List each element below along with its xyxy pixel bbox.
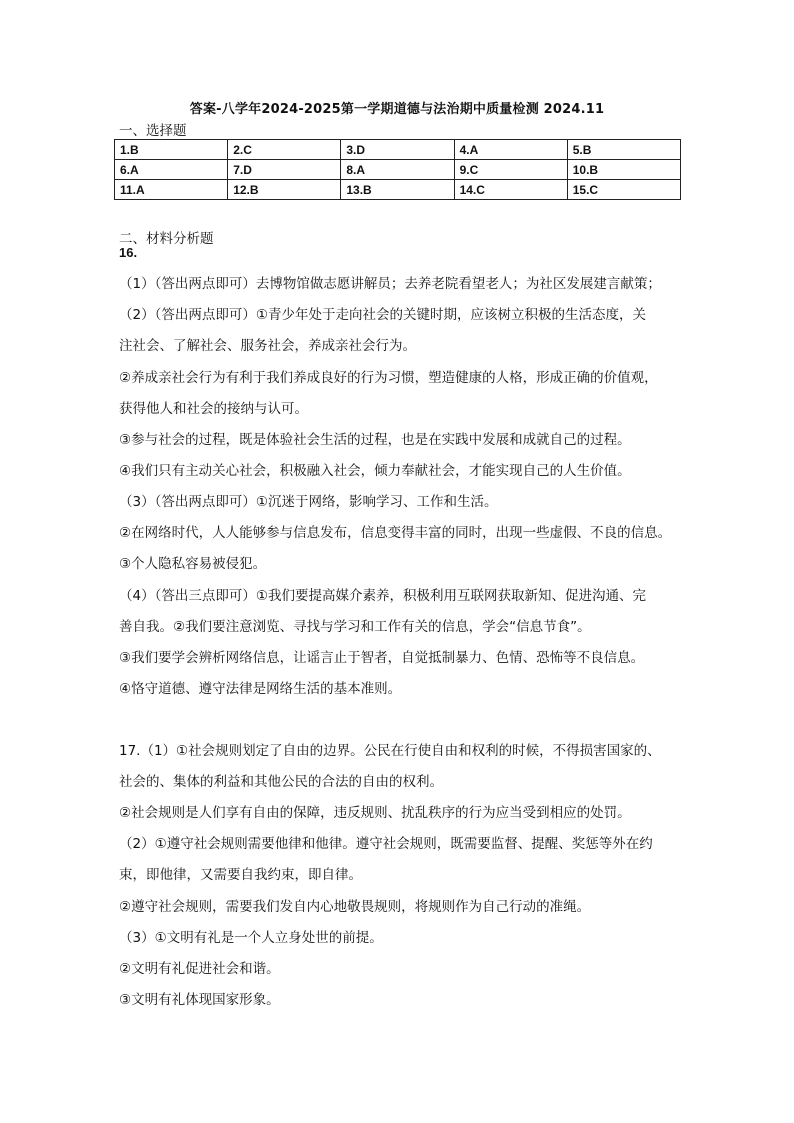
answer-key-table xyxy=(114,139,681,200)
answer-cell: 9.C xyxy=(454,160,567,180)
answer-line: ②文明有礼促进社会和谐。 xyxy=(119,961,280,977)
answer-line: ④恪守道德、遵守法律是网络生活的基本准则。 xyxy=(119,681,402,697)
answer-line: 获得他人和社会的接纳与认可。 xyxy=(119,401,308,417)
answer-line: 注社会、了解社会、服务社会，养成亲社会行为。 xyxy=(119,338,416,354)
answer-cell: 12.B xyxy=(228,180,341,200)
section-heading-multiple-choice: 一、选择题 xyxy=(119,123,187,139)
answer-line: （3）①文明有礼是一个人立身处世的前提。 xyxy=(119,930,383,946)
answer-line: ③我们要学会辨析网络信息，让谣言止于智者，自觉抵制暴力、色情、恐怖等不良信息。 xyxy=(119,650,645,666)
answer-cell: 4.A xyxy=(454,140,567,160)
answer-line: 善自我。②我们要注意浏览、寻找与学习和工作有关的信息，学会“信息节食”。 xyxy=(119,619,591,635)
answer-cell: 7.D xyxy=(228,160,341,180)
answer-cell: 13.B xyxy=(341,180,454,200)
document-title: 答案-八学年2024-2025第一学期道德与法治期中质量检测 2024.11 xyxy=(189,102,605,117)
answer-cell: 3.D xyxy=(341,140,454,160)
answer-cell: 5.B xyxy=(567,140,680,160)
answer-line: （4）（答出三点即可）①我们要提高媒介素养，积极利用互联网获取新知、促进沟通、完 xyxy=(119,588,646,604)
answer-line: （1）（答出两点即可）去博物馆做志愿讲解员；去养老院看望老人；为社区发展建言献策； xyxy=(119,276,661,292)
table-row xyxy=(115,180,681,200)
question-16-label: 16. xyxy=(119,245,138,260)
section-heading-material-analysis: 二、材料分析题 xyxy=(119,231,214,247)
answer-cell: 1.B xyxy=(115,140,228,160)
answer-cell: 11.A xyxy=(115,180,228,200)
answer-line: ③文明有礼体现国家形象。 xyxy=(119,992,280,1008)
answer-line: ③参与社会的过程，既是体验社会生活的过程，也是在实践中发展和成就自己的过程。 xyxy=(119,432,631,448)
answer-cell: 8.A xyxy=(341,160,454,180)
table-row xyxy=(115,160,681,180)
answer-line: ②养成亲社会行为有利于我们养成良好的行为习惯，塑造健康的人格，形成正确的价值观， xyxy=(119,370,658,386)
answer-cell: 15.C xyxy=(567,180,680,200)
answer-line: ②社会规则是人们享有自由的保障，违反规则、扰乱秩序的行为应当受到相应的处罚。 xyxy=(119,805,631,821)
answer-line: （2）①遵守社会规则需要他律和他律。遵守社会规则，既需要监督、提醒、奖惩等外在约 xyxy=(119,836,653,852)
answer-line: ④我们只有主动关心社会，积极融入社会，倾力奉献社会，才能实现自己的人生价值。 xyxy=(119,463,631,479)
answer-cell: 6.A xyxy=(115,160,228,180)
table-row xyxy=(115,140,681,160)
answer-line: 社会的、集体的利益和其他公民的合法的自由的权利。 xyxy=(119,774,443,790)
answer-line: （2）（答出两点即可）①青少年处于走向社会的关键时期，应该树立积极的生活态度，关 xyxy=(119,307,646,323)
answer-line: ②遵守社会规则，需要我们发自内心地敬畏规则，将规则作为自己行动的准绳。 xyxy=(119,899,591,915)
answer-line: 束，即他律，又需要自我约束，即自律。 xyxy=(119,867,362,883)
answer-cell: 10.B xyxy=(567,160,680,180)
answer-cell: 14.C xyxy=(454,180,567,200)
answer-line: ②在网络时代，人人能够参与信息发布，信息变得丰富的同时，出现一些虚假、不良的信息。 xyxy=(119,525,672,541)
answer-line: （3）（答出两点即可）①沉迷于网络，影响学习、工作和生活。 xyxy=(119,494,498,510)
answer-line: 17.（1）①社会规则划定了自由的边界。公民在行使自由和权利的时候，不得损害国家的、 xyxy=(119,743,661,759)
answer-cell: 2.C xyxy=(228,140,341,160)
answer-line: ③个人隐私容易被侵犯。 xyxy=(119,556,267,572)
